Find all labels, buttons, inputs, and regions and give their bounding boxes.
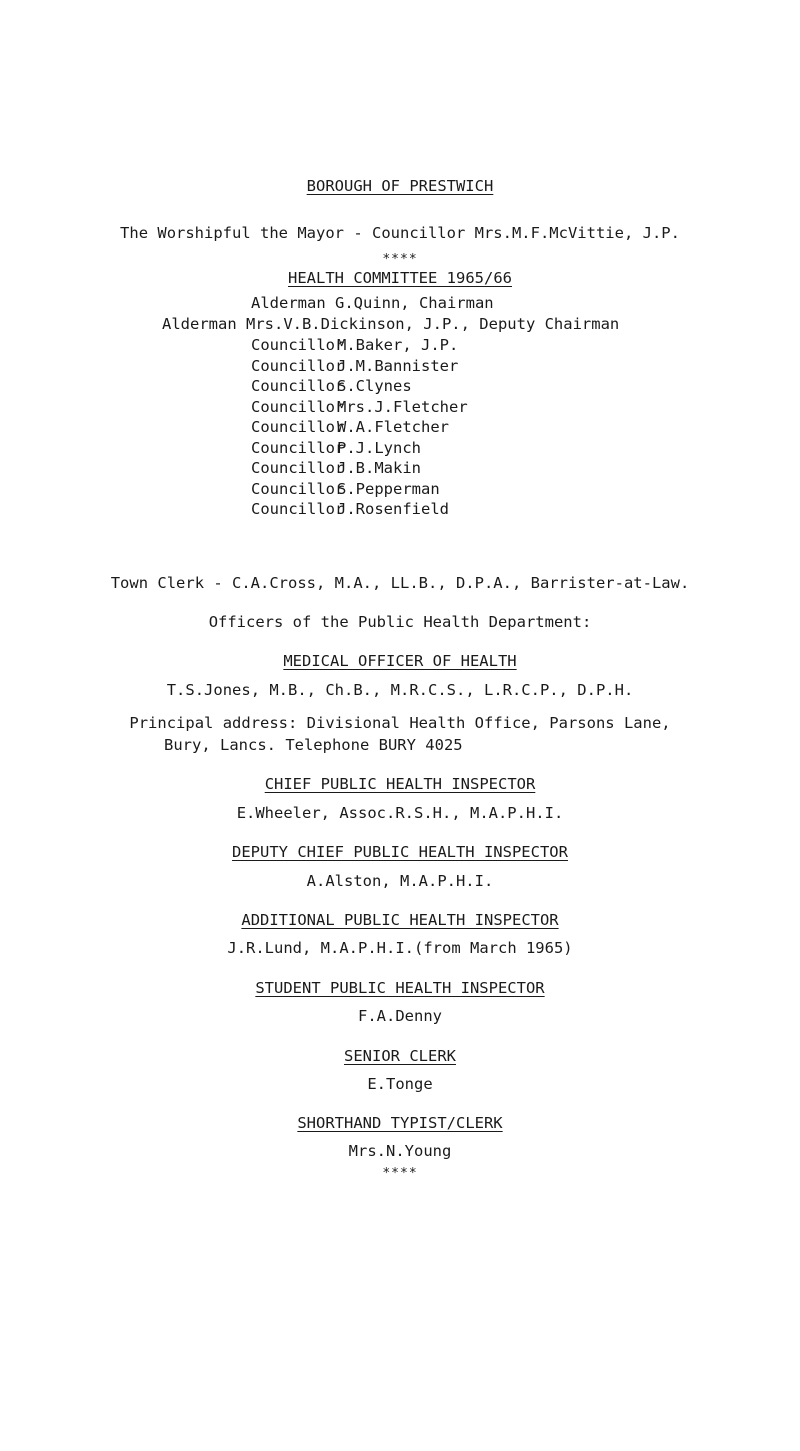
typist-title: SHORTHAND TYPIST/CLERK — [297, 1114, 503, 1132]
mayor-line: The Worshipful the Mayor - Councillor Mrs.M.F.McVittie, J.P. — [120, 224, 680, 242]
member-name: J.M.Bannister — [337, 356, 459, 375]
typist-name: Mrs.N.Young — [348, 1142, 452, 1160]
member-role: Councillor — [251, 397, 345, 416]
member-role: Councillor — [251, 459, 345, 477]
member-name: S.Pepperman — [337, 479, 440, 498]
sphi-name: F.A.Denny — [358, 1007, 442, 1025]
member-role: Councillor — [251, 377, 345, 395]
member-name: Mrs.J.Fletcher — [337, 397, 468, 416]
list-item — [251, 376, 468, 397]
member-role: Councillor — [251, 500, 345, 518]
member-name: J.B.Makin — [337, 459, 421, 477]
member-name: M.Baker, J.P. — [337, 336, 459, 354]
member-name: S.Clynes — [337, 377, 412, 395]
list-item — [251, 438, 468, 459]
member-name: W.A.Fletcher — [337, 418, 449, 436]
aphi-title: ADDITIONAL PUBLIC HEALTH INSPECTOR — [241, 911, 559, 929]
separator-top: **** — [382, 252, 418, 267]
moh-name: T.S.Jones, M.B., Ch.B., M.R.C.S., L.R.C.P., D.P.H. — [166, 681, 634, 699]
list-item — [251, 397, 468, 418]
dcphi-name: A.Alston, M.A.P.H.I. — [306, 872, 494, 890]
member-role: Councillor — [251, 356, 345, 375]
cphi-name: E.Wheeler, Assoc.R.S.H., M.A.P.H.I. — [236, 804, 564, 822]
borough-heading: BOROUGH OF PRESTWICH — [306, 177, 494, 195]
member-role: Councillor — [251, 479, 345, 498]
list-item — [251, 356, 468, 377]
deputy-chairman-line: Alderman Mrs.V.B.Dickinson, J.P., Deputy Chairman — [162, 315, 620, 333]
member-role: Councillor — [251, 336, 345, 354]
committee-members-list — [251, 335, 468, 520]
sphi-title: STUDENT PUBLIC HEALTH INSPECTOR — [255, 979, 545, 997]
list-item — [251, 479, 468, 500]
senior-clerk-name: E.Tonge — [367, 1075, 433, 1093]
list-item — [251, 458, 468, 479]
member-role: Councillor — [251, 418, 345, 436]
list-item — [251, 417, 468, 438]
town-clerk-line: Town Clerk - C.A.Cross, M.A., LL.B., D.P.A., Barrister-at-Law. — [110, 574, 690, 592]
senior-clerk-title: SENIOR CLERK — [344, 1047, 456, 1065]
address-line-1: Principal address: Divisional Health Office, Parsons Lane, — [129, 714, 671, 732]
cphi-title: CHIEF PUBLIC HEALTH INSPECTOR — [264, 775, 536, 793]
address-line-2: Bury, Lancs. Telephone BURY 4025 — [164, 736, 463, 754]
aphi-name: J.R.Lund, M.A.P.H.I.(from March 1965) — [227, 939, 573, 957]
list-item — [251, 335, 468, 356]
member-role: Councillor — [251, 438, 345, 457]
chairman-line: Alderman G.Quinn, Chairman — [251, 294, 494, 312]
committee-title: HEALTH COMMITTEE 1965/66 — [288, 269, 512, 287]
separator-bottom: **** — [382, 1166, 418, 1181]
moh-title: MEDICAL OFFICER OF HEALTH — [283, 652, 517, 670]
officers-intro: Officers of the Public Health Department: — [208, 613, 592, 631]
list-item — [251, 499, 468, 520]
dcphi-title: DEPUTY CHIEF PUBLIC HEALTH INSPECTOR — [232, 843, 568, 861]
member-name: P.J.Lynch — [337, 438, 421, 457]
member-name: J.Rosenfield — [337, 500, 449, 518]
